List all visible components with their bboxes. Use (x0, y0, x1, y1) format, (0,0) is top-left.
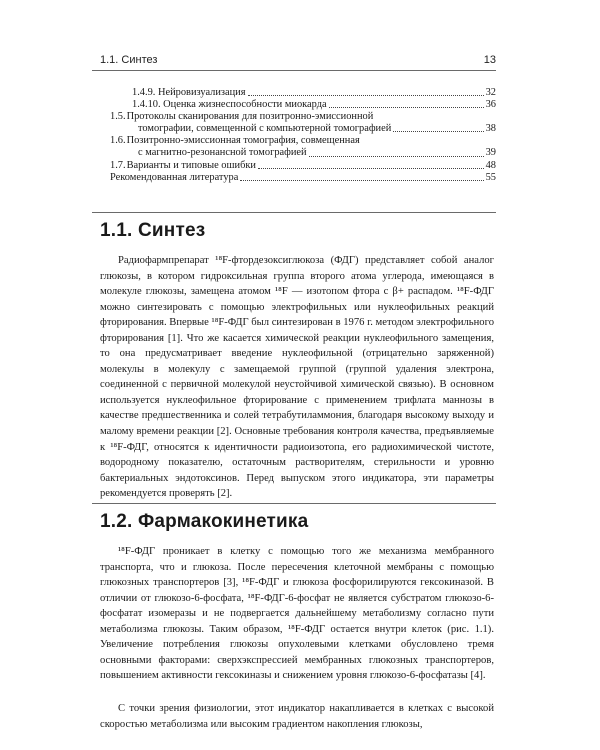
toc-entry-text: Протоколы сканирования для позитронно-эмиссионной (126, 111, 374, 123)
section-paragraph: ¹⁸F-ФДГ проникает в клетку с помощью того же механизма мембранного транспорта, что и глюкоза. После пересечения клеточной мембраны с помощью глюкозных транспортеров [3], ¹⁸F-ФДГ и глюкоза фосфорилируются гексокиназой. В отличии от глюкозо-6-фосфата, ¹⁸F-ФДГ-6-фосфат не является субстратом глюкозо-6-фосфатат изомеразы и не подвергается дальнейшему метаболизму согласно пути метаболизма глюкозы. Таким образом, ¹⁸F-ФДГ остается внутри клеток (рис. 1.1). Увеличение потребления глюкозы опухолевыми клетками обусловлено тремя основными факторами: сверхэкспрессией мембранных глюкозных транспортеров, повышением активности гексокиназы и снижением уровня глюкозо-6-фосфатазы [4]. (100, 546, 494, 682)
toc-entry-page: 32 (485, 87, 496, 98)
toc-dot-leader (309, 156, 484, 157)
toc-dot-leader (240, 180, 483, 181)
section-paragraph: С точки зрения физиологии, этот индикатор накапливается в клетках с высокой скоростью метаболизма или высоким градиентом накопления глюкозы, (100, 703, 494, 730)
section-rule (92, 212, 496, 213)
toc-entry-text: 1.4.10. Оценка жизнеспособности миокарда (132, 99, 327, 111)
toc-entry (92, 111, 496, 135)
toc-entry-page: 38 (485, 123, 496, 135)
running-head (92, 54, 496, 70)
toc-dot-leader (329, 107, 484, 108)
toc-dot-leader (248, 95, 484, 96)
section-rule (92, 503, 496, 504)
toc-dot-leader (393, 131, 483, 132)
toc-entry-page: 36 (485, 99, 496, 111)
page-number: 13 (483, 54, 496, 66)
toc-entry-page: 39 (485, 147, 496, 159)
header-rule (92, 70, 496, 71)
toc-entry-page: 48 (485, 159, 496, 171)
toc-entry-number: 1.5. (110, 111, 126, 123)
section-title: 1.1. Синтез (100, 220, 206, 241)
running-head-section: 1.1. Синтез (100, 54, 158, 66)
toc-entry (92, 99, 496, 111)
toc-entry-text: Рекомендованная литература (110, 171, 239, 183)
toc-entry-text: Варианты и типовые ошибки (126, 159, 256, 171)
toc-entry-text: томографии, совмещенной с компьютерной томографией (138, 123, 392, 135)
toc-entry-text: 1.4.9. Нейровизуализация (132, 87, 246, 98)
toc-entry-text: с магнитно-резонансной томографией (138, 147, 307, 159)
toc-entry-page: 55 (485, 171, 496, 183)
toc-entry (92, 87, 496, 99)
toc-entry (92, 160, 496, 172)
toc-entry (92, 172, 496, 184)
toc-entry-number: 1.6. (110, 135, 126, 147)
toc-dot-leader (258, 168, 484, 169)
table-of-contents (92, 87, 496, 184)
section-paragraph: Радиофармпрепарат ¹⁸F-фтордезоксиглюкоза (ФДГ) представляет собой аналог глюкозы, в котором гидроксильная группа второго атома углерода, имеющаяся в молекуле глюкозы, замещена атомом ¹⁸F — изотопом фтора с β+ распадом. ¹⁸F-ФДГ можно синтезировать с помощью электрофильных или нуклеофильных реакций фторирования. Впервые ¹⁸F-ФДГ был синтезирован в 1976 г. методом электрофильного фторирования [1]. Что же касается химической реакции нуклеофильного замещения, то она предусматривает введение нуклеофильной (отрицательно заряженной) молекулы в молекулу с замещаемой группой (группой удаления электрона, соединенной с первичной молекулой неустойчивой химической связью). В основном используется нуклеофильное фторирование с применением трифлата маннозы в качестве предшественника и солей тетрабутиламмония, благодаря высокому выходу и малому времени реакции [2]. Основные требования контроля качества, предъявляемые к ¹⁸F-ФДГ, относятся к идентичности радиоизотопа, его радиохимической чистоте, водородному показателю, остаточным растворителям, стерильности и уровню бактериальных эндотоксинов. Перед выпуском этого индикатора, эти параметры рекомендуется проверять [2]. (100, 255, 494, 500)
toc-entry-number: 1.7. (110, 159, 126, 171)
toc-entry (92, 135, 496, 159)
section-title: 1.2. Фармакокинетика (100, 511, 309, 532)
toc-entry-text: Позитронно-эмиссионная томография, совмещенная (126, 135, 360, 147)
